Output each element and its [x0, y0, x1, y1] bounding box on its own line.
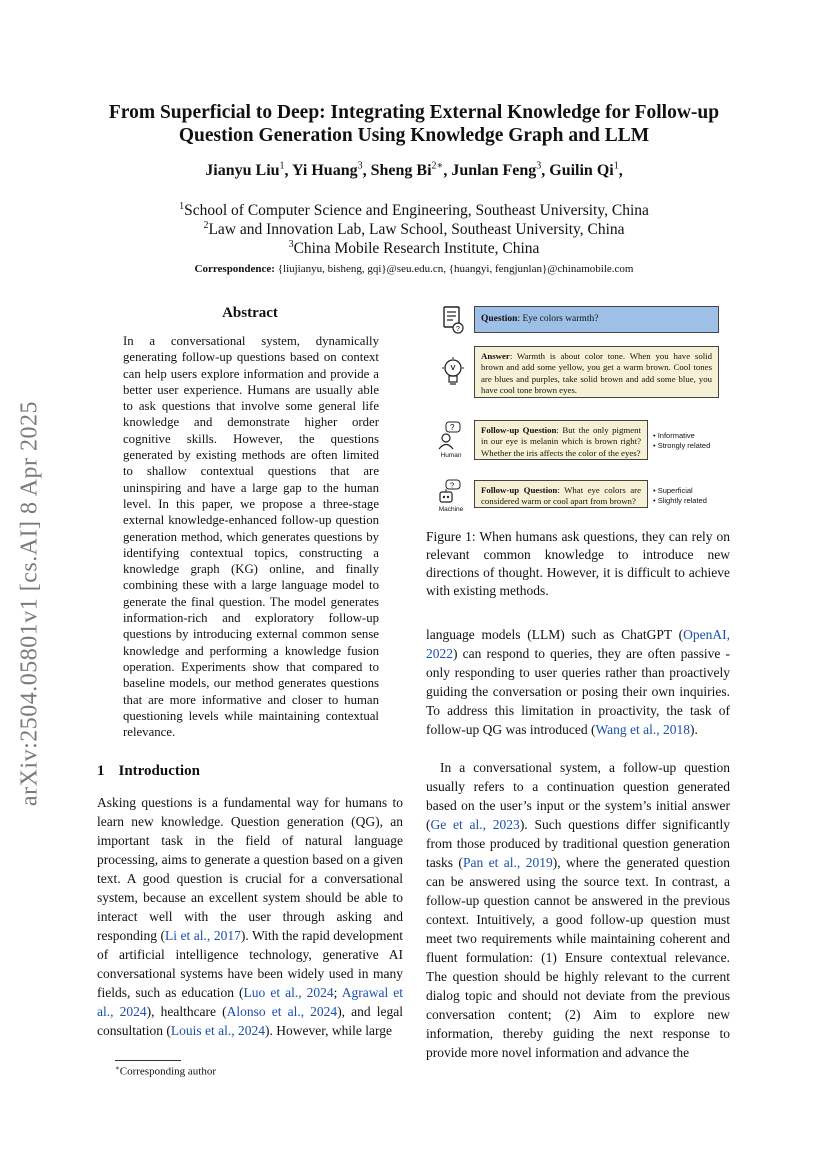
- answer-box: Answer: Warmth is about color tone. When you have solid brown and add some yellow, you get a warm brown. Cool tones are blues and purples, take solid brown and add some blue, you have cool tone brown eyes.: [474, 346, 719, 398]
- citation-link[interactable]: Wang et al., 2018: [595, 722, 690, 737]
- correspondence: Correspondence: {liujianyu, bisheng, gqi}@seu.edu.cn, {huangyi, fengjunlan}@chinamobile.com: [194, 263, 634, 275]
- machine-label: Machine: [438, 506, 464, 513]
- lightbulb-icon: [440, 356, 466, 388]
- citation-link[interactable]: OpenAI, 2022: [426, 627, 730, 661]
- citation-link[interactable]: Ge et al., 2023: [430, 817, 520, 832]
- figure-caption: Figure 1: When humans ask questions, they can rely on relevant common knowledge to introduce new directions of thought. However, it is difficult to achieve with existing methods.: [426, 529, 730, 598]
- document-question-icon: [440, 305, 466, 335]
- author: Yi Huang$^3$: [291, 161, 363, 180]
- author: Junlan Feng$^3$: [451, 161, 542, 180]
- section-heading: 1 Introduction: [97, 763, 200, 779]
- intro-paragraph-1: Asking questions is a fundamental way for humans to learn new knowledge. Question generation (QG), an important task in the field of natural language processing, aims to generate a question based on a given text. A good question is crucial for a conversational system, because an excellent system should be able to interact well with the user through asking and responding (Li et al., 2017). With the rapid development of artificial intelligence technology, generative AI conversational systems have been widely used in many fields, such as education (Luo et al., 2024; Agrawal et al., 2024), healthcare (Alonso et al., 2024), and legal consultation (Louis et al., 2024). However, while large: [97, 795, 403, 1038]
- affiliation: $^1$School of Computer Science and Engineering, Southeast University, China: [179, 201, 649, 220]
- paper-title: [60, 101, 768, 147]
- citation-link[interactable]: Pan et al., 2019: [462, 855, 553, 870]
- intro-paragraph-3: In a conversational system, a follow-up question usually refers to a continuation question generated based on the user’s input or the system’s initial answer (Ge et al., 2023). Such questions differ significantly from those produced by traditional question generation tasks (Pan et al., 2019), where the generated question can be answered using the source text. In contrast, a follow-up question cannot be answered in the previous context. Intuitively, a good follow-up question must meet two requirements while maintaining coherent and fluent formulation: (1) Ensure contextual relevance. The question should be highly relevant to the current dialog topic and should not deviate from the previous conversation content; (2) Aim to explore new information, thereby guiding the next response to provide more novel information and advance the: [426, 760, 731, 1060]
- arxiv-stamp: arXiv:2504.05801v1 [cs.AI] 8 Apr 2025: [16, 400, 43, 807]
- robot-icon: [436, 478, 466, 506]
- citation-link[interactable]: Agrawal et al., 2024: [97, 985, 403, 1019]
- author: Sheng $Bi^{2∗}$: [370, 161, 444, 180]
- machine-tags: • Superficial • Slightly related: [653, 486, 707, 505]
- author-list: Jianyu Liu$^1$, Yi Huang$^3$, Sheng $Bi^{2∗}$, Junlan Feng$^3$, Guilin Qi$^1$,: [205, 161, 623, 180]
- human-icon: [436, 420, 466, 450]
- citation-link[interactable]: Li et al., 2017: [165, 928, 241, 943]
- author: Guilin Qi$^1$: [549, 161, 619, 180]
- abstract-heading: Abstract: [222, 305, 278, 321]
- human-label: Human: [440, 452, 462, 459]
- citation-link[interactable]: Louis et al., 2024: [170, 1023, 265, 1038]
- citation-link[interactable]: Alonso et al., 2024: [226, 1004, 338, 1019]
- footnote-rule: [115, 1060, 181, 1061]
- question-box: Question: Eye colors warmth?: [474, 306, 719, 333]
- title-line-2: Question Generation Using Knowledge Graph and LLM: [178, 125, 650, 146]
- svg-text:?: ?: [456, 326, 460, 333]
- human-tags: • Informative • Strongly related: [653, 431, 711, 450]
- footnote: ∗Corresponding author: [115, 1064, 216, 1078]
- title-line-1: From Superficial to Deep: Integrating External Knowledge for Follow-up: [108, 102, 720, 123]
- affiliation: $^2$Law and Innovation Lab, Law School, Southeast University, China: [203, 220, 625, 239]
- human-followup-box: Follow-up Question: But the only pigment in our eye is melanin which is brown right? Whether the iris affects the color of the eyes?: [474, 420, 648, 460]
- machine-followup-box: Follow-up Question: What eye colors are considered warm or cool apart from brown?: [474, 480, 648, 508]
- abstract-text: In a conversational system, dynamically generating follow-up questions based on context can help users explore information and provide a better user experience. Humans are usually able to ask questions that involve some general life knowledge and demonstrate higher order cognitive skills. However, the questions generated by existing methods are often limited to shallow contextual questions that are uninspiring and have a large gap to the human level. In this paper, we propose a three-stage external knowledge-enhanced follow-up question generation method, which generates questions by identifying contextual topics, constructing a knowledge graph (KG) online, and finally combining these with a large language model to generate the final question. The model generates information-rich and exploratory follow-up questions by introducing external common sense knowledge and performing a knowledge fusion operation. Experiments show that compared to baseline models, our method generates questions that are more informative and closer to human questioning levels while maintaining contextual relevance.: [123, 334, 379, 740]
- citation-link[interactable]: Luo et al., 2024: [243, 985, 334, 1000]
- affiliation: $^3$China Mobile Research Institute, China: [288, 239, 540, 258]
- intro-paragraph-2: language models (LLM) such as ChatGPT (OpenAI, 2022) can respond to queries, they are often passive - only responding to user queries rather than proactively guiding the conversation or posing their own inquiries. To address this limitation in proactivity, the task of follow-up QG was introduced (Wang et al., 2018).: [426, 627, 730, 737]
- svg-text:?: ?: [450, 480, 455, 490]
- svg-text:?: ?: [450, 423, 455, 432]
- author: Jianyu Liu$^1$: [205, 161, 285, 180]
